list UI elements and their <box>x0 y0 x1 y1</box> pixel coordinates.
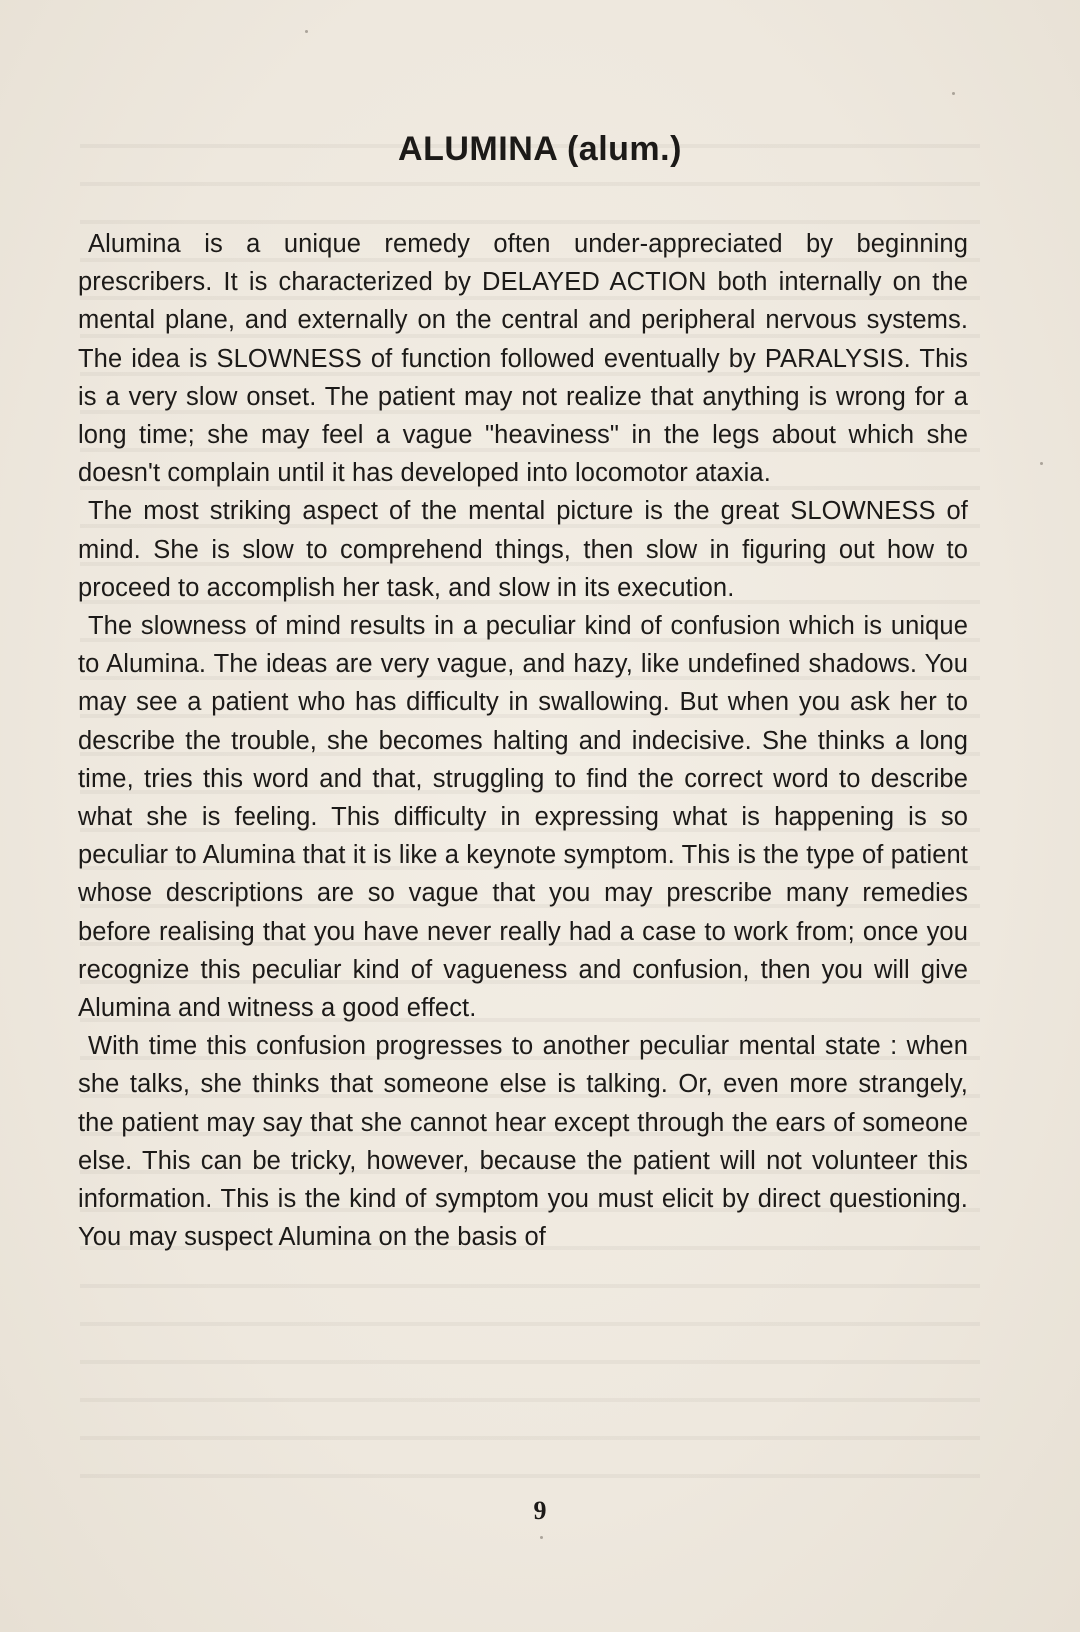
paper-speck <box>540 1536 543 1539</box>
paragraph-4: With time this confusion progresses to another peculiar mental state : when she talks, she thinks that someone else is talking. Or, even more strangely, the patient may say that she cannot hear except through the ears of someone else. This can be tricky, however, because the patient will not volunteer this information. This is the kind of symptom you must elicit by direct questioning. You may suspect Alumina on the basis of <box>78 1032 968 1252</box>
paragraph-3: The slowness of mind results in a peculiar kind of confusion which is unique to Alumina. The ideas are very vague, and hazy, like undefined shadows. You may see a patient who has difficulty in swallowing. But when you ask her to describe the trouble, she becomes halting and indecisive. She thinks a long time, tries this word and that, struggling to find the correct word to describe what she is feeling. This difficulty in expressing what is happening is so peculiar to Alumina that it is like a keynote symptom. This is the type of patient whose descriptions are so vague that you may prescribe many remedies before realising that you have never really had a case to work from; once you recognize this peculiar kind of vagueness and confusion, then you will give Alumina and witness a good effect. <box>78 612 968 1023</box>
paragraph-1: Alumina is a unique remedy often under-appreciated by beginning prescribers. It is characterized by DELAYED ACTION both internally on the mental plane, and externally on the central and peripheral nervous systems. The idea is SLOWNESS of function followed eventually by PARALYSIS. This is a very slow onset. The patient may not realize that anything is wrong for a long time; she may feel a vague "heaviness" in the legs about which she doesn't complain until it has developed into locomotor ataxia. <box>78 230 968 488</box>
paper-speck <box>1040 462 1043 465</box>
paper-speck <box>952 92 955 95</box>
paragraph-2: The most striking aspect of the mental picture is the great SLOWNESS of mind. She is slow to comprehend things, then slow in figuring out how to proceed to accomplish her task, and slow in its execution. <box>78 497 968 602</box>
page-number: 9 <box>533 1496 547 1525</box>
chapter-title: ALUMINA (alum.) <box>398 130 682 168</box>
paper-speck <box>305 30 308 33</box>
body-text <box>78 225 968 1256</box>
